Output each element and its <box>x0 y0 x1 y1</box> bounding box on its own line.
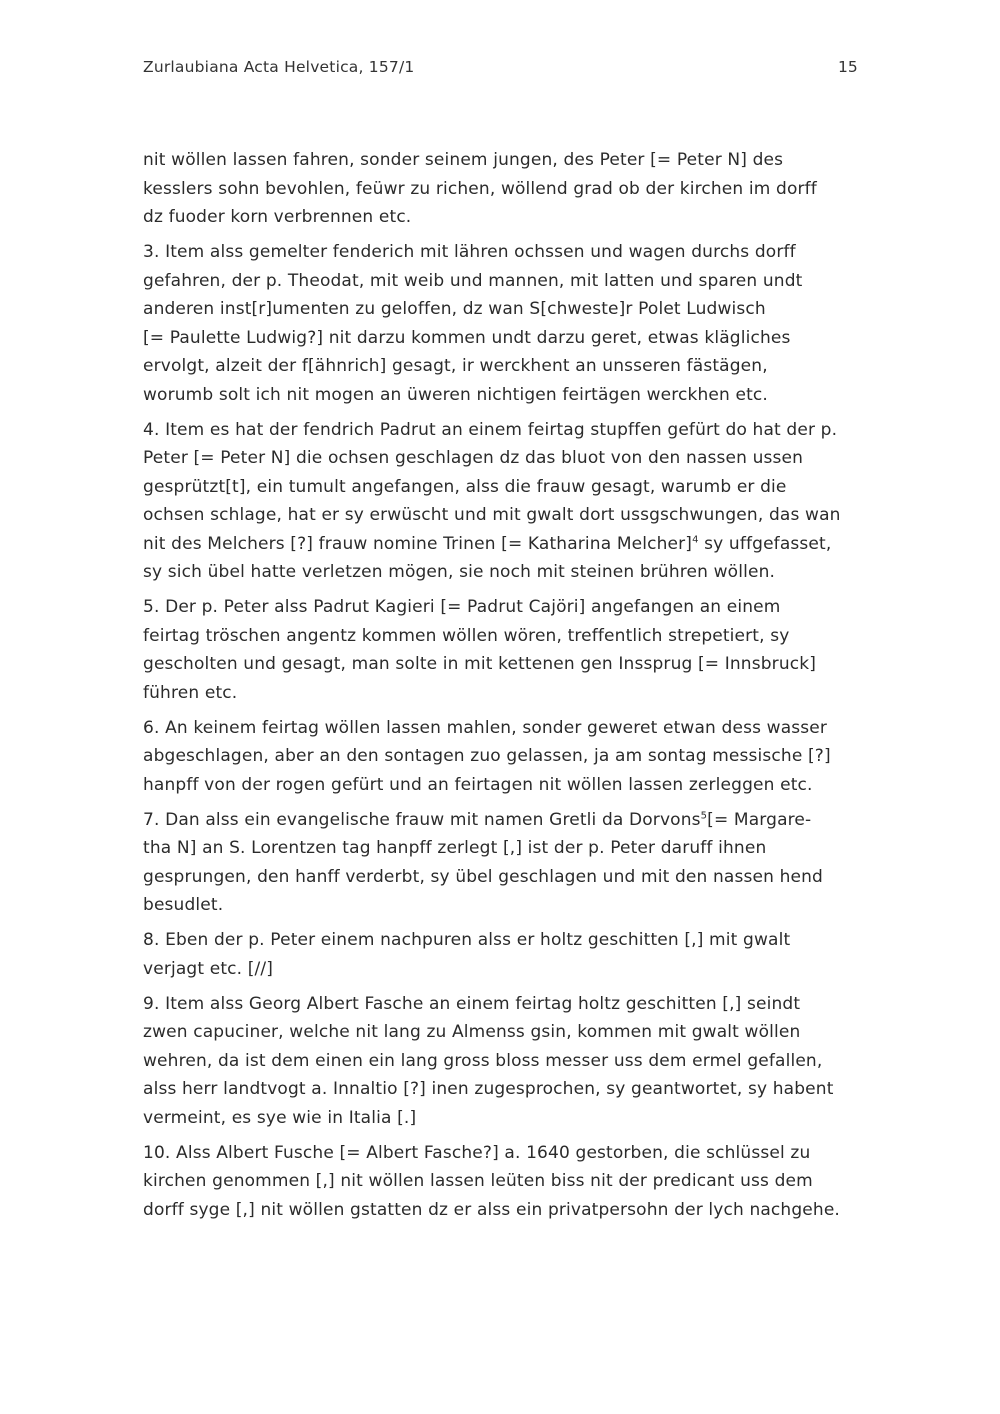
paragraph-item-5: 5. Der p. Peter alss Padrut Kagieri [= Padrut Cajöri] angefangen an einem feirtag tröschen angentz kommen wöllen wören, treffentlich strepetiert, sy gescholten und gesagt, man solte in mit kettenen gen Inssprug [= Innsbruck] führen etc. <box>143 597 817 703</box>
paragraph-continuation: nit wöllen lassen fahren, sonder seinem jungen, des Peter [= Peter N] des kesslers sohn bevohlen, feüwr zu richen, wöllend grad ob der kirchen im dorff dz fuoder korn verbrennen etc. <box>143 150 817 227</box>
paragraph-item-8: 8. Eben der p. Peter einem nachpuren alss er holtz geschitten [,] mit gwalt verjagt etc. [//] <box>143 930 791 979</box>
paragraph-item-7-text-after: [= Margare- tha N] an S. Lorentzen tag hanpff zerlegt [,] ist der p. Peter daruff ihnen gesprungen, den hanff verderbt, sy übel geschlagen und mit den nassen hend besudlet. <box>143 809 823 915</box>
running-header-title: Zurlaubiana Acta Helvetica, 157/1 <box>143 58 415 76</box>
paragraph-item-3: 3. Item alss gemelter fenderich mit lähren ochssen und wagen durchs dorff gefahren, der p. Theodat, mit weib und mannen, mit latten und sparen undt anderen inst[r]umenten zu geloffen, dz wan S[chweste]r Polet Ludwisch [= Paulette Ludwig?] nit darzu kommen undt darzu geret, etwas klägliches ervolgt, alzeit der f[ähnrich] gesagt, ir werckhent an unsseren fästägen, worumb solt ich nit mogen an üweren nichtigen feirtägen werckhen etc. <box>143 242 803 405</box>
paragraph-item-7 <box>143 806 863 920</box>
paragraph-item-10: 10. Alss Albert Fusche [= Albert Fasche?] a. 1640 gestorben, die schlüssel zu kirchen genommen [,] nit wöllen lassen leüten biss nit der predicant uss dem dorff syge [,] nit wöllen gstatten dz er alss ein privatpersohn der lych nachgehe. <box>143 1142 840 1220</box>
footnote-marker-5: 5 <box>700 809 708 821</box>
footnote-marker-4: 4 <box>692 533 699 545</box>
paragraph-item-6: 6. An keinem feirtag wöllen lassen mahlen, sonder geweret etwan dess wasser abgeschlagen, aber an den sontagen zuo gelassen, ja am sontag messische [?] hanpff von der rogen gefürt und an feirtagen nit wöllen lassen zerleggen etc. <box>143 717 831 795</box>
paragraph-item-9: 9. Item alss Georg Albert Fasche an einem feirtag holtz geschitten [,] seindt zwen capuciner, welche nit lang zu Almenss gsin, kommen mit gwalt wöllen wehren, da ist dem einen ein lang gross bloss messer uss dem ermel gefallen, alss herr landtvogt a. Innaltio [?] inen zugesprochen, sy geantwortet, sy habent vermeint, es sye wie in Italia [.] <box>143 993 834 1128</box>
paragraph-item-4-text-before: 4. Item es hat der fendrich Padrut an einem feirtag stupffen gefürt do hat der p. Peter [= Peter N] die ochsen geschlagen dz das bluot von den nassen ussen gesprützt[t], ein tumult angefangen, alss die frauw gesagt, warumb er die ochsen schlage, hat er sy erwüscht und mit gwalt dort ussgschwungen, das wan nit des Melchers [?] frauw nomine Trinen [= Katharina Melcher] <box>143 419 841 554</box>
paragraph-item-7-text-before: 7. Dan alss ein evangelische frauw mit namen Gretli da Dorvons <box>143 809 701 830</box>
page-number: 15 <box>838 58 858 76</box>
body-text <box>143 146 863 1231</box>
paragraph-item-4-text-after: sy uffgefasset, sy sich übel hatte verletzen mögen, sie noch mit steinen brühren wöllen. <box>143 533 832 582</box>
paragraph-item-4 <box>143 416 863 587</box>
